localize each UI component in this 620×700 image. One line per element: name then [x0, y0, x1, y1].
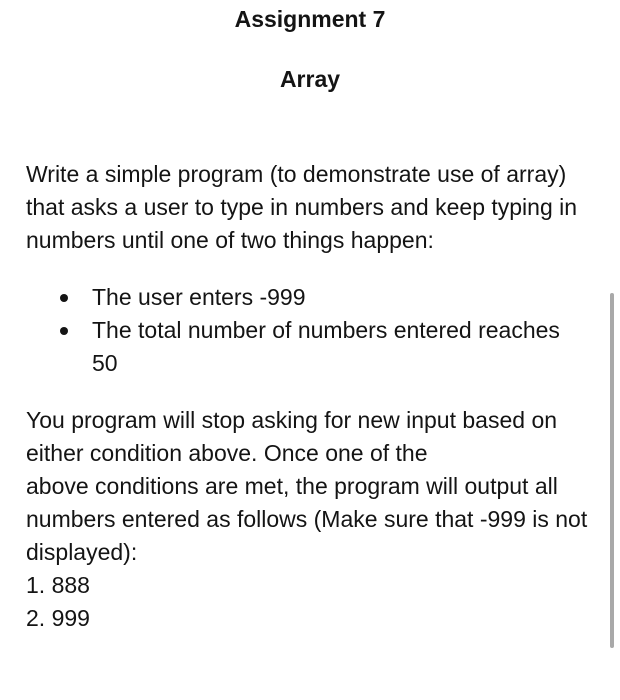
intro-paragraph: Write a simple program (to demonstrate use of array) that asks a user to type in numbers and keep typing in numbers until one of two things happen: — [26, 161, 578, 253]
paragraph-line-2: above conditions are met, the program will output all numbers entered as follows (Make sure that -999 is not displayed): — [26, 473, 588, 565]
stop-conditions-list — [26, 281, 562, 380]
assignment-title: Assignment 7 — [234, 6, 386, 32]
output-line: 2. 999 — [26, 605, 90, 631]
list-item: The total number of numbers entered reaches 50 — [92, 314, 562, 380]
list-item: The user enters -999 — [92, 281, 562, 314]
paragraph-line-1: You program will stop asking for new input based on either condition above. Once one of the — [26, 407, 558, 466]
output-line: 1. 888 — [26, 572, 90, 598]
vertical-scrollbar[interactable] — [610, 293, 614, 648]
assignment-body — [26, 158, 592, 635]
assignment-subtitle: Array — [279, 66, 341, 92]
